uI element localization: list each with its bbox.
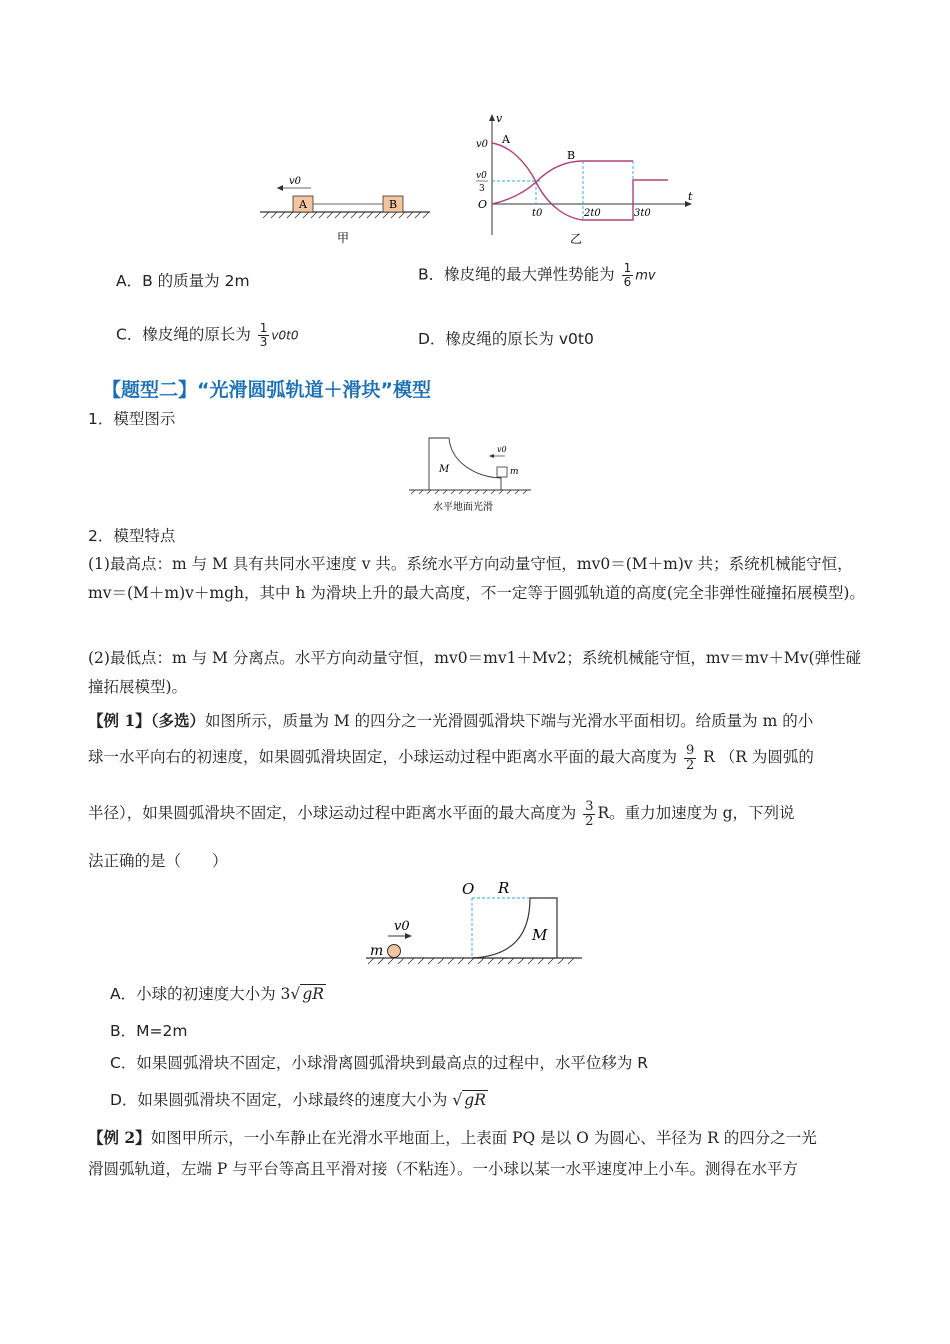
paragraph-lowest-point: (2)最低点：m 与 M 分离点。水平方向动量守恒，mv0＝mv1＋Mv2；系统机械能守恒，mv＝mv＋Mv(弹性碰撞拓展模型)。 (88, 649, 862, 697)
option-a-coef: 3 (280, 985, 291, 1003)
example1-line3-post: R。重力加速度为 g，下列说 (597, 804, 795, 823)
example1-figure (362, 876, 592, 971)
example1-line3 (88, 800, 795, 828)
option-b-text: B．橡皮绳的最大弹性势能为 (418, 265, 615, 284)
example1-line1-text: 如图所示，质量为 M 的四分之一光滑圆弧滑块下端与光滑水平面相切。给质量为 m 的小 (204, 712, 814, 730)
origin-label: O (478, 198, 488, 211)
example2-line1-text: 如图甲所示，一小车静止在光滑水平地面上，上表面 PQ 是以 O 为圆心、半径为 R 的四分之一光 (150, 1129, 817, 1147)
option-c[interactable] (116, 322, 298, 348)
curve-b-label: B (567, 149, 576, 162)
example1-option-a[interactable]: A．小球的初速度大小为 3√ gR (110, 985, 324, 1003)
block-a-label: A (299, 198, 307, 211)
option-d-root: gR (464, 1091, 486, 1109)
fig1-M: M (532, 926, 548, 944)
small-ball (388, 945, 401, 958)
fig1-O: O (462, 880, 475, 898)
fig1-R: R (498, 879, 510, 897)
example1-line4: 法正确的是（ ） (88, 852, 228, 870)
example1-line2-pre: 球一水平向右的初速度，如果圆弧滑块固定，小球运动过程中距离水平面的最大高度为 (88, 748, 678, 767)
example1-multi: （多选） (150, 711, 205, 730)
frac2-num: 3 (585, 799, 594, 814)
v-axis-label: v (496, 112, 503, 125)
example1-line2 (88, 744, 814, 772)
v0-3-den: 3 (479, 184, 485, 194)
option-d[interactable]: D．橡皮绳的原长为 v0t0 (418, 330, 594, 348)
example1-line1 (88, 712, 813, 731)
t-axis-label: t (688, 190, 693, 203)
option-a-root: gR (302, 985, 324, 1003)
figure-jia (255, 170, 435, 250)
fig1-v0: v0 (394, 919, 410, 934)
option-c-expr: v0t0 (271, 328, 299, 343)
fig-m: m (510, 467, 519, 477)
option-a-text: A．小球的初速度大小为 (110, 985, 276, 1003)
option-b[interactable] (418, 262, 656, 288)
caption-jia: 甲 (337, 231, 350, 245)
v0-label: v0 (289, 176, 302, 187)
example1-option-b[interactable]: B．M=2m (110, 1022, 188, 1040)
item-2: 2．模型特点 (88, 527, 176, 545)
curve-b (492, 161, 633, 204)
caption-yi: 乙 (570, 232, 583, 246)
curve-a-label: A (502, 133, 510, 146)
option-d-text: D．如果圆弧滑块不固定，小球最终的速度大小为 (110, 1091, 448, 1109)
option-b-expr: mv (635, 268, 656, 284)
fig1-m: m (370, 943, 384, 959)
example1-line2-post: R （R 为圆弧的 (703, 748, 814, 767)
example2-line2: 滑圆弧轨道，左端 P 与平台等高且平滑对接（不粘连）。一小球以某一水平速度冲上小车。测得在水平方 (88, 1160, 799, 1178)
option-a[interactable]: A．B 的质量为 2m (116, 272, 250, 290)
fig-M: M (439, 464, 450, 475)
tick-3t0: 3t0 (634, 208, 651, 219)
example1-tag: 【例 1】 (88, 711, 151, 730)
paragraph-highest-point: (1)最高点：m 与 M 具有共同水平速度 v 共。系统水平方向动量守恒，mv0＝(M＋m)v 共；系统机械能守恒，mv＝(M＋m)v＋mgh，其中 h 为滑块上升的最大高度，不一定等于圆弧轨道的高度(完全非弹性碰撞拓展模型)。 (88, 555, 865, 603)
option-b-den: 6 (623, 274, 632, 289)
frac1-num: 9 (685, 743, 695, 758)
fig-v0: v0 (497, 445, 507, 454)
example2-line1 (88, 1129, 817, 1148)
option-c-den: 3 (259, 334, 268, 349)
block-b-label: B (389, 198, 398, 211)
option-c-text: C．橡皮绳的原长为 (116, 325, 251, 344)
figure-yi (470, 110, 700, 250)
tick-t0: t0 (532, 208, 543, 219)
option-b-num: 1 (623, 261, 632, 275)
small-block (497, 467, 507, 477)
example1-line3-pre: 半径），如果圆弧滑块不固定，小球运动过程中距离水平面的最大高度为 (88, 804, 577, 823)
v0-tick-label: v0 (476, 139, 489, 150)
model-figure (405, 432, 535, 517)
frac2-den: 2 (585, 813, 594, 829)
example1-option-c[interactable]: C．如果圆弧滑块不固定，小球滑离圆弧滑块到最高点的过程中，水平位移为 R (110, 1054, 649, 1072)
tick-2t0: 2t0 (584, 208, 601, 219)
v0-3-num: v0 (476, 171, 487, 181)
section-heading: 【题型二】“光滑圆弧轨道＋滑块”模型 (102, 379, 431, 401)
frac1-den: 2 (685, 757, 695, 773)
fig-caption: 水平地面光滑 (433, 502, 493, 513)
option-c-num: 1 (259, 321, 268, 335)
item-1: 1．模型图示 (88, 410, 176, 428)
example1-option-d[interactable]: D．如果圆弧滑块不固定，小球最终的速度大小为 √ gR (110, 1091, 486, 1109)
example2-tag: 【例 2】 (88, 1128, 151, 1147)
